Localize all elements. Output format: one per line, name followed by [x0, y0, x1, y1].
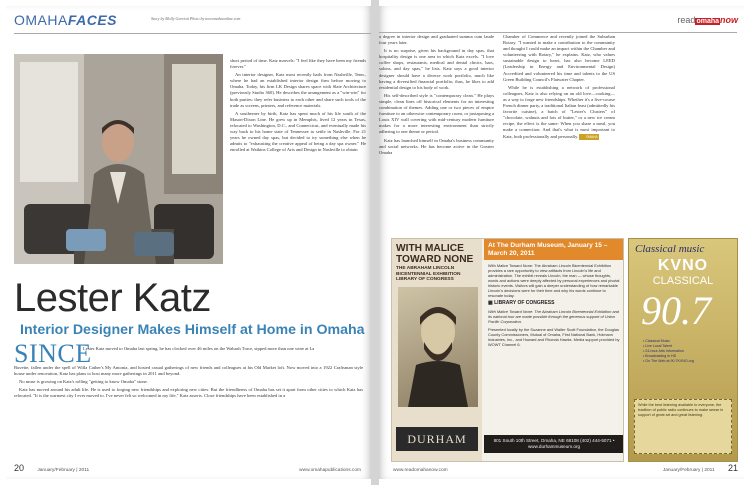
ad-subtitle-text: THE ABRAHAM LINCOLN BICENTENNIAL EXHIBITION [396, 266, 461, 277]
paragraph: His self-described style is "contemporary clean." He plays simple, clean lines off historical elements for an interesting combination of themes. Adding one or two pieces of empire furniture to an otherwise contemporary room, or juxtaposing a Louis XIV wall covering with mid-century modern furniture makes for a more interesting environment than strictly adhering to one theme or period. [379, 92, 494, 135]
paragraph: Katz has moved around his adult life. He is used to forging new friendships and exploring new cities. But the friendliness of Omaha has set it apart from other cities to which Katz has relocated. "It is the warmest city I ever moved to. I've never felt so welcomed in my life," Katz asserts. Close friendships have been established in a [14, 387, 363, 399]
page-number: 20 [14, 463, 25, 473]
list-item-text: Live Local Talent [645, 344, 672, 348]
brand-part-omaha: omaha [696, 18, 719, 25]
right-page [379, 6, 744, 479]
paragraph-text: While he is establishing a network of professional colleagues, Katz is also relying on an old love—cooking—as a way to forge new friendships. Whether it's a five-course French dinner party, a traditional Italian feast (admittedly his favorite cuisine), a batch of "Lester's Clusters" of "chocolate, walnuts and lots of butter," or a new ice cream recipe, the effect is the same: When you share a meal, you make a connection. And that's what is most important to Katz, both professionally and personally. [503, 84, 615, 139]
header-rule [379, 32, 737, 33]
left-folio [14, 463, 89, 473]
section-header [14, 12, 117, 28]
station-name: KVNO [657, 257, 709, 274]
portrait-photo [14, 54, 223, 264]
dropcap-word: SINCE [14, 339, 92, 368]
section-word2: FACES [67, 12, 118, 28]
ad-coupon: While the best listening available to everyone, the tradition of public radio continues to make sense in support of great art and great listening. [634, 399, 732, 454]
header-rule [14, 33, 371, 34]
spread-gutter [371, 0, 379, 485]
ad-sponsors: Presented locally by the Suzanne and Walter Scott Foundation, the Douglas County Commissioners, Mutual of Omaha, First National Bank, Holmann Industries, Inc., and Howard and Rhonda Hawks. Media support provided by WOWT Channel 6. [488, 327, 620, 348]
kvno-radio-ad [628, 238, 738, 462]
paragraph: No muse is growing on Katz's rolling "getting to know Omaha" stone. [19, 379, 148, 385]
list-item-text: Broadcasting in HD [645, 354, 677, 358]
paragraph [503, 85, 615, 140]
article-column-2 [379, 34, 494, 158]
article-lead [83, 346, 363, 354]
loc-logo: ▦ LIBRARY OF CONGRESS [488, 300, 555, 307]
paragraph: a degree in interior design and graduated summa cum laude four years later. [379, 34, 494, 46]
lincoln-exhibition-ad [391, 238, 624, 462]
ad-right-panel [484, 239, 624, 461]
list-item-text: 24-hour Arts Information [645, 349, 684, 353]
station-format: CLASSICAL [652, 275, 714, 287]
ad-script-title: Classical music [635, 243, 705, 255]
article-body [14, 365, 363, 401]
issue-date: January/February | 2011 [662, 468, 715, 473]
paragraph: An interior designer, Katz most recently hails from Nashville, Tenn., where he had an established interior design firm before moving to Omaha. Today, his firm LK Design shares space with Slate Architecture (previously Studio 360). He describes the arrangement as a "win-win" for both parties: they refer business to each other and share such tools of the trade as screens, printers, and reference materials. [230, 72, 366, 108]
list-item: • Live Local Talent [643, 344, 672, 348]
paragraph: A southerner by birth, Katz has spent much of his life south of the Mason-Dixon Line. He grew up in Memphis, lived 12 years in Texas, relocated to Washington, D.C., and Connecticut, and eventually made his way back to his home state of Tennessee to settle in Nashville. For 21 years he owned day spas, but decided to try something else when he admits to "exhausting the creative appeal of being a day spa owner." He enrolled at Watkins College of Arts and Design in Nashville to obtain [230, 110, 366, 153]
list-item: • Classical Music [643, 339, 671, 343]
article-column-1 [230, 58, 366, 155]
left-page [6, 6, 371, 479]
paragraph: Buvette, fallen under the spell of Willa Cather's My Antonia, and hosted casual gatherings of new friends and colleagues at his Old Market loft. Now moved into a 1922 Craftsman style house under renovation, Katz has plans to host many more gatherings in 2011 and beyond. [14, 365, 363, 377]
brand-part-now: now [720, 15, 738, 25]
paragraph: It is no surprise, given his background in day spas, that hospitality design is one area in which Katz excels. "I love coffee shops, restaurants, medical and dental clinics, bars, salons, and day spas," he lists. Katz says a good interior designer should have a diverse work portfolio, much like having a diversified financial portfolio; thus, he likes to add residential design to his body of work. [379, 48, 494, 90]
ad-subtitle [396, 266, 480, 283]
end-mark: OMAHA [579, 134, 599, 140]
lincoln-illustration [398, 287, 478, 407]
article-subtitle: Interior Designer Makes Himself at Home in Omaha [20, 322, 365, 338]
ad-credits: With Malice Toward None: The Abraham Lincoln Bicentennial Exhibition and its national tour are made possible through the generous support of Union Pacific Corporation. [488, 309, 619, 325]
ad-body-text: With Malice Toward None: The Abraham Lincoln Bicentennial Exhibition provides a rare opportunity to view artifacts from Lincoln's life and administration. The exhibit reveals Lincoln, the man — whose thoughts, words and actions were deeply affected by personal experiences and pivotal historic events. Visitors will gain a deeper understanding of how remarkable Lincoln's decisions were for their time and why his words continue to resonate today. [488, 263, 620, 299]
ad-org: LIBRARY OF CONGRESS [396, 277, 454, 283]
brand-part-read: read [677, 15, 696, 25]
page-number: 21 [727, 463, 738, 473]
ad-title: WITH MALICE TOWARD NONE [396, 243, 474, 265]
section-word1: OMAHA [14, 12, 68, 28]
feature-list [643, 339, 728, 364]
right-folio [663, 463, 738, 473]
durham-logo: DURHAM [396, 427, 478, 451]
right-folio-site: www.readomahanow.com [393, 468, 448, 473]
paragraph: Chamber of Commerce and recently joined the Suburban Rotary. "I wanted to make a contribution to the community and thought I could make an impact within the Chamber and volunteering with Rotary," he explains. Katz, who values sustainable design to heart, has also become LEED (Leadership in Energy and Environmental Design) Accredited and volunteered his time and talents to the US Green Building Council's Flatwater Chapter. [503, 34, 615, 82]
article-title: Lester Katz [14, 276, 211, 320]
list-item: • On The Web at 90.7KVNO.org [643, 359, 694, 363]
left-folio-site: www.omahapublications.com [299, 468, 361, 473]
paragraph: Katz has launched himself in Omaha's business community and social networks. He has become active in the Greater Omaha [379, 137, 494, 155]
loc-label: LIBRARY OF CONGRESS [494, 300, 555, 307]
ad-headline: At The Durham Museum, January 15 – March 20, 2011 [484, 239, 624, 260]
portrait-illustration [14, 54, 223, 264]
paragraph: Lester Katz moved to Omaha last spring, he has clocked over 46 miles on the Wabash Trace, sipped more than one wine at La [83, 346, 315, 351]
ad-body [484, 260, 624, 347]
list-item-text: Classical Music [645, 339, 671, 343]
ad-left-panel [392, 239, 482, 461]
station-frequency: 90.7 [641, 288, 711, 333]
ad-address: 801 South 10th Street, Omaha, NE 68108 (402) 444-5071 • www.durhammuseum.org [484, 435, 624, 453]
lincoln-portrait [398, 287, 478, 407]
article-column-3 [503, 34, 615, 142]
brand-logo [677, 15, 738, 25]
list-item: • 24-hour Arts Information [643, 349, 684, 353]
list-item-text: On The Web at 90.7KVNO.org [645, 359, 694, 363]
paragraph: short period of time. Katz marvels: "I feel like they have been my friends forever." [230, 58, 366, 70]
byline: Story by Molly Garriott Photo by nowomahaonline.com [151, 16, 241, 21]
issue-date: January/February | 2011 [37, 468, 90, 473]
list-item: • Broadcasting in HD [643, 354, 677, 358]
